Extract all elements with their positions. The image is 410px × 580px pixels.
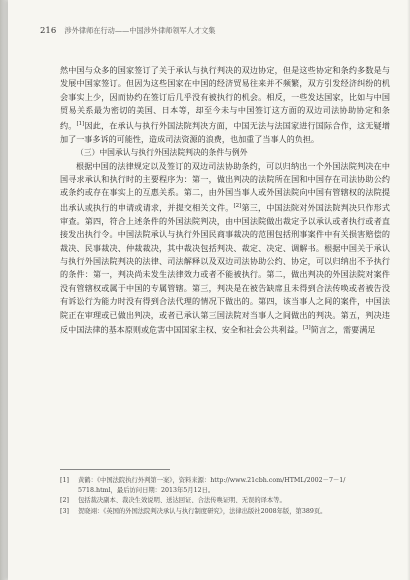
footnote-divider — [60, 469, 170, 470]
page-number: 216 — [40, 26, 57, 36]
footnote-ref-1: [1] — [76, 120, 85, 127]
footnote-ref-3: [3] — [302, 325, 311, 332]
footnotes — [60, 476, 390, 517]
paragraph-text: 第三，中国法院对外国法院判决只作形式审查。第四，符合上述条件的外国法院判决，由中国法院做出裁定予以承认或者执行或者直接发出执行令。中国法院承认与执行外国民商事裁决的范围包括刑事案件中有关损害赔偿的裁决、民事裁决、仲裁裁决，其中裁决包括判决、裁定、决定、调解书。根据中国关于承认与执行外国法院判决的法律、司法解释以及双边司法协助公约、协定，可以归纳出不予执行的条件：第一，判决尚未发生法律效力或者不能被执行。第二，做出判决的外国法院对案件没有管辖权或属于中国的专属管辖。第三，判决是在被告缺席且未得到合法传唤或者被告没有诉讼行为能力时没有得到合法代理的情况下做出的。第四，该当事人之间的案件，中国法院正在审理或已做出判决，或者已承认第三国法院对当事人之间做出的判决。第五，判决违反中国法律的基本原则或危害中国国家主权、安全和社会公共利益。 — [60, 202, 390, 335]
footnote-2: [2] 包括裁决副本、裁决生效说明、送达回证、合法传唤证明、无误的译本等。 — [60, 497, 286, 505]
section-heading: （三）中国承认与执行外国法院判决的条件与例外 — [76, 148, 248, 158]
footnote-ref-2: [2] — [233, 202, 242, 209]
footnote-1-continuation: 5718.html，最后访问日期：2013年5月12日。 — [78, 487, 215, 495]
running-header — [40, 26, 390, 36]
footnote-3: [3] 贺晓翊：《英国的外国法院判决承认与执行制度研究》，法律出版社2008年版，第389页。 — [60, 507, 327, 515]
paragraph-text: 因此，在承认与执行外国法院判决方面，中国无法与法国家进行国际合作，这无疑增加了一事多诉的可能性，造成司法资源的浪费，也加重了当事人的负担。 — [60, 120, 390, 144]
footnote-1: [1] 黄鹤：《中国法院执行外判第一案》，资料来源：http://www.21cbh.com/HTML/2002－7－1/ — [60, 477, 346, 484]
paragraph-conditions — [60, 160, 390, 338]
paragraph-continuation — [60, 64, 390, 146]
scan-gutter-shadow — [0, 0, 8, 580]
paragraph-text: 根据中国的法律规定以及签订的双边司法协助条约，可以归纳出一个外国法院判决在中国寻求承认和执行时的主要程序为：第一，做出判决的法院所在国和中国存在司法协助公约或条约或存在事实上的互惠关系。第二，由外国当事人或外国法院向中国有管辖权的法院提出承认或执行的申请或请求，并提交相关文件。 — [60, 160, 390, 213]
book-page — [8, 0, 410, 580]
paragraph-text: 简言之，需要满足 — [310, 324, 376, 335]
main-text — [60, 64, 390, 337]
running-title: 涉外律师在行动——中国涉外律师领军人才文集 — [64, 26, 216, 35]
paragraph-text: 然中国与众多的国家签订了关于承认与执行判决的双边协定，但是这些协定和条约多数是与发展中国家签订。但因为这些国家在中国的经济贸易往来并不频繁，双方引发经济纠纷的机会事实上少，因而协约在签订后几乎没有被执行的机会。相反，一些发达国家，比如与中国贸易关系最为密切的美国、日本等，却至今未与中国签订这方面的双边司法协助协定和条约。 — [60, 65, 390, 131]
